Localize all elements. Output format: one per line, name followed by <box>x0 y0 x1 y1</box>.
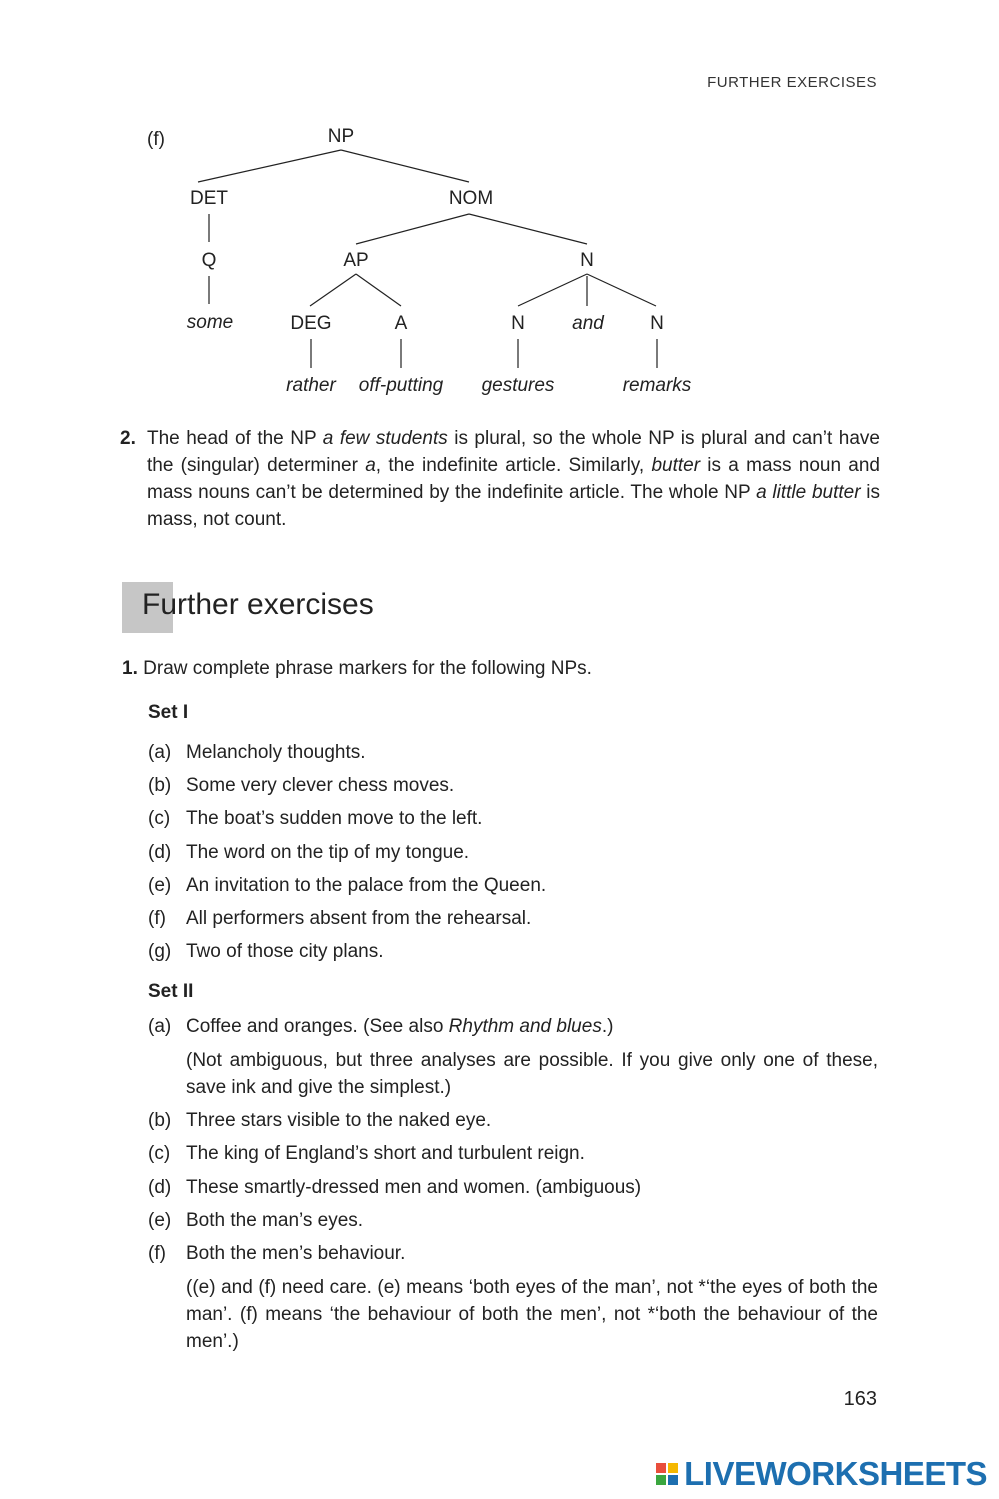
page-number: 163 <box>843 1388 877 1410</box>
item-label: (a) <box>148 742 172 763</box>
item-text: Coffee and oranges. (See also <box>186 1016 449 1037</box>
item-text: The word on the tip of my tongue. <box>186 842 470 863</box>
item-label: (g) <box>148 941 172 962</box>
exercise-1-text: Draw complete phrase markers for the following NPs. <box>143 658 592 679</box>
answer-2-text: is a mass noun and mass nouns can’t be determined by the indefinite article. The whole NP <box>147 455 881 503</box>
list-item <box>148 905 531 932</box>
node-a: A <box>394 313 408 334</box>
phrase-marker-tree <box>0 115 999 405</box>
exercise-1-instruction <box>122 655 592 682</box>
item-label: (f) <box>148 908 166 929</box>
list-item <box>148 1207 363 1234</box>
item-label: (c) <box>148 808 171 829</box>
item-label: (d) <box>148 1177 172 1198</box>
list-item <box>148 739 366 766</box>
item-label: (f) <box>148 1243 166 1264</box>
item-label: (a) <box>148 1016 172 1037</box>
answer-2-italic: butter <box>651 455 701 476</box>
list-item <box>148 938 384 965</box>
answer-2-italic: a little butter <box>756 482 861 503</box>
node-ap: AP <box>343 250 369 271</box>
node-n-right: N <box>650 313 664 334</box>
node-det: DET <box>190 188 228 209</box>
item-italic: Rhythm and blues <box>448 1016 602 1037</box>
answer-2 <box>120 425 880 533</box>
list-item <box>148 772 454 799</box>
set-2-title: Set II <box>148 981 194 1002</box>
item-text: Both the man’s eyes. <box>186 1210 364 1231</box>
word-some: some <box>186 312 234 333</box>
set-1-title: Set I <box>148 702 189 723</box>
edge-np-det <box>198 150 341 182</box>
edge-n-nleft <box>518 274 587 306</box>
answer-2-italic: a few students <box>322 428 448 449</box>
edge-nom-n <box>469 214 587 244</box>
item-text: These smartly-dressed men and women. (ambiguous) <box>186 1177 642 1198</box>
word-gestures: gestures <box>481 375 555 396</box>
edge-nom-ap <box>356 214 469 244</box>
liveworksheets-logo-icon <box>656 1463 680 1487</box>
list-item <box>148 1240 405 1267</box>
brand-text: LIVEWORKSHEETS <box>684 1455 987 1492</box>
item-text: Melancholy thoughts. <box>186 742 366 763</box>
list-item <box>148 872 546 899</box>
item-label: (b) <box>148 1110 172 1131</box>
node-nom: NOM <box>448 188 494 209</box>
item-label: (e) <box>148 1210 172 1231</box>
word-remarks: remarks <box>622 375 692 396</box>
item-label: (d) <box>148 842 172 863</box>
answer-2-number: 2. <box>120 428 136 449</box>
item-text: An invitation to the palace from the Queen. <box>186 875 547 896</box>
item-text: Both the men’s behaviour. <box>186 1243 406 1264</box>
edge-ap-deg <box>310 274 356 306</box>
answer-2-text: is mass, not count. <box>147 482 881 530</box>
item-text: Some very clever chess moves. <box>186 775 455 796</box>
item-label: (c) <box>148 1143 171 1164</box>
item-text: Three stars visible to the naked eye. <box>186 1110 492 1131</box>
node-q: Q <box>201 250 217 271</box>
running-head: FURTHER EXERCISES <box>707 74 877 91</box>
exercise-1-number: 1. <box>122 658 138 679</box>
item-text: The boat’s sudden move to the left. <box>186 808 483 829</box>
item-label: (b) <box>148 775 172 796</box>
list-item <box>148 1107 491 1134</box>
word-and: and <box>572 313 604 334</box>
note-a: (Not ambiguous, but three analyses are possible. If you give only one of these, save ink and give the simplest.) <box>186 1050 878 1098</box>
item-text: Two of those city plans. <box>186 941 384 962</box>
node-n-top: N <box>580 250 594 271</box>
list-item <box>148 1174 641 1201</box>
section-heading: Further exercises <box>142 588 374 621</box>
liveworksheets-brand <box>656 1455 987 1493</box>
list-item <box>148 1140 585 1167</box>
edge-np-nom <box>341 150 469 182</box>
edge-n-nright <box>587 274 656 306</box>
item-text: All performers absent from the rehearsal. <box>186 908 532 929</box>
tree-label: (f) <box>147 129 165 150</box>
edge-ap-a <box>356 274 401 306</box>
node-deg: DEG <box>290 313 332 334</box>
answer-2-text: The head of the NP <box>147 428 323 449</box>
answer-2-italic: a <box>365 455 376 476</box>
item-label: (e) <box>148 875 172 896</box>
list-item <box>148 805 482 832</box>
list-item <box>148 839 469 866</box>
node-np: NP <box>327 126 355 147</box>
item-text: The king of England’s short and turbulent reign. <box>186 1143 585 1164</box>
answer-2-text: is plural, so the whole NP is plural and can’t have the (singular) determiner <box>147 428 881 476</box>
word-offputting: off-putting <box>358 375 444 396</box>
list-item <box>148 1013 613 1040</box>
item-text-end: .) <box>601 1016 614 1037</box>
node-n-left: N <box>511 313 525 334</box>
word-rather: rather <box>286 375 336 396</box>
answer-2-text: , the indefinite article. Similarly, <box>375 455 652 476</box>
note-ef: ((e) and (f) need care. (e) means ‘both eyes of the man’, not *‘the eyes of both the man’. (f) means ‘the behaviour of both the men’, not *‘both the behaviour of the men’.) <box>186 1277 878 1352</box>
answer-2-body <box>147 425 880 533</box>
